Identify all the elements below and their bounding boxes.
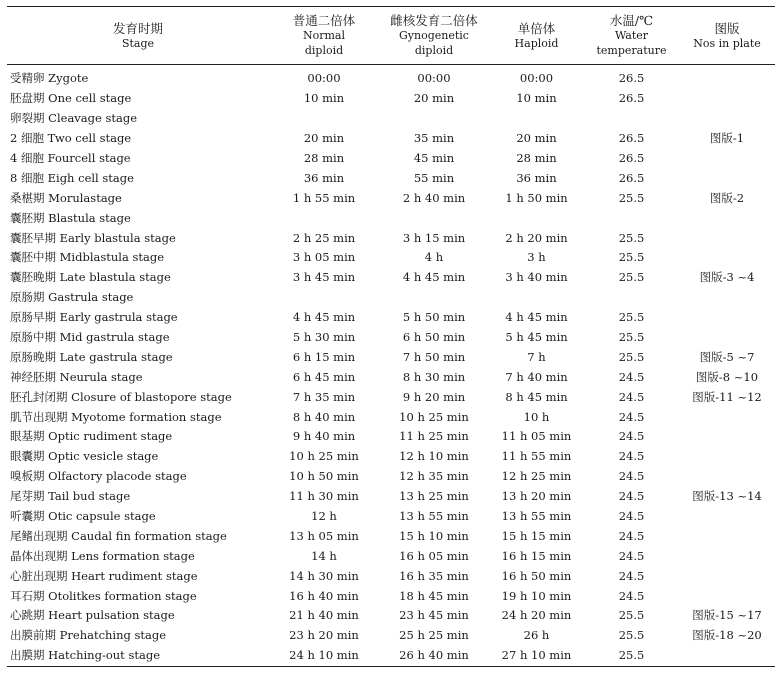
cell-gynogenetic: 8 h 30 min	[402, 369, 466, 384]
cell-normal: 12 h	[311, 509, 337, 524]
cell-normal: 1 h 55 min	[292, 190, 356, 205]
cell-haploid: 7 h 40 min	[505, 369, 568, 384]
cell-normal	[269, 208, 379, 228]
cell-temperature	[584, 208, 679, 228]
cell-stage: 晶体出现期 Lens formation stage	[10, 548, 195, 563]
cell-stage: 4 细胞 Fourcell stage	[10, 151, 131, 165]
header-normal	[269, 7, 379, 65]
cell-normal: 00:00	[307, 71, 341, 86]
cell-haploid: 20 min	[516, 131, 557, 146]
header-normal-zh: 普通二倍体	[292, 13, 356, 28]
cell-plate	[679, 65, 775, 89]
cell-normal: 21 h 40 min	[289, 608, 359, 623]
cell-temperature: 26.5	[618, 91, 645, 106]
cell-plate	[679, 407, 775, 427]
cell-haploid: 3 h	[527, 250, 546, 265]
table-row	[7, 308, 775, 328]
cell-temperature	[584, 109, 679, 129]
cell-stage: 原肠中期 Mid gastrula stage	[10, 330, 170, 345]
table-row	[7, 387, 775, 407]
cell-plate: 图版-11 ~12	[692, 389, 762, 404]
table-row	[7, 407, 775, 427]
cell-stage: 神经胚期 Neurula stage	[10, 369, 143, 384]
cell-stage: 耳石期 Otolitkes formation stage	[10, 588, 197, 603]
cell-stage: 囊胚晚期 Late blastula stage	[10, 270, 171, 285]
cell-gynogenetic: 00:00	[417, 71, 451, 86]
cell-normal	[269, 288, 379, 308]
header-normal-en2: diploid	[304, 44, 344, 57]
cell-temperature: 24.5	[618, 409, 645, 424]
cell-haploid: 3 h 40 min	[505, 270, 568, 285]
cell-haploid: 36 min	[516, 170, 557, 185]
cell-normal: 10 min	[303, 91, 345, 106]
cell-temperature: 25.5	[618, 648, 645, 663]
cell-haploid: 27 h 10 min	[501, 648, 572, 663]
cell-haploid: 10 h	[523, 409, 550, 424]
table-row	[7, 89, 775, 109]
cell-haploid: 24 h 20 min	[501, 608, 572, 623]
header-gyno-en1: Gynogenetic	[399, 29, 469, 42]
cell-gynogenetic	[379, 109, 489, 129]
cell-normal: 3 h 05 min	[292, 250, 356, 265]
cell-stage: 2 细胞 Two cell stage	[10, 131, 132, 146]
cell-normal: 5 h 30 min	[292, 330, 356, 345]
table-row	[7, 208, 775, 228]
cell-gynogenetic: 26 h 40 min	[399, 648, 469, 663]
cell-temperature: 25.5	[618, 190, 645, 205]
table-row	[7, 646, 775, 666]
cell-stage: 原肠晚期 Late gastrula stage	[10, 349, 173, 364]
cell-normal: 10 h 50 min	[289, 469, 359, 484]
cell-normal: 13 h 05 min	[289, 528, 359, 543]
cell-plate	[679, 546, 775, 566]
header-stage	[7, 7, 269, 65]
table-row	[7, 626, 775, 646]
table-row	[7, 288, 775, 308]
cell-stage: 原肠期 Gastrula stage	[10, 290, 134, 305]
cell-haploid: 4 h 45 min	[505, 310, 568, 325]
cell-normal: 3 h 45 min	[292, 270, 356, 285]
cell-plate	[679, 447, 775, 467]
cell-temperature: 24.5	[618, 489, 645, 504]
cell-haploid: 16 h 15 min	[501, 548, 572, 563]
cell-gynogenetic	[379, 208, 489, 228]
cell-stage: 囊胚早期 Early blastula stage	[10, 230, 176, 245]
cell-temperature: 24.5	[618, 509, 645, 524]
cell-haploid: 5 h 45 min	[505, 330, 568, 345]
cell-temperature: 25.5	[618, 349, 645, 364]
cell-temperature: 24.5	[618, 548, 645, 563]
header-gyno-en2: diploid	[414, 44, 454, 57]
cell-stage: 嗅板期 Olfactory placode stage	[10, 469, 187, 484]
cell-temperature: 24.5	[618, 568, 645, 583]
cell-temperature: 24.5	[618, 429, 645, 444]
table-row	[7, 566, 775, 586]
cell-temperature: 26.5	[618, 170, 645, 185]
cell-stage: 囊胚期 Blastula stage	[10, 210, 131, 225]
cell-haploid	[489, 109, 584, 129]
cell-stage: 尾鳍出现期 Caudal fin formation stage	[10, 528, 227, 543]
cell-haploid: 11 h 05 min	[501, 429, 572, 444]
cell-haploid: 2 h 20 min	[505, 230, 568, 245]
cell-gynogenetic: 10 h 25 min	[399, 409, 469, 424]
cell-temperature: 24.5	[618, 588, 645, 603]
cell-normal: 2 h 25 min	[292, 230, 356, 245]
cell-temperature: 24.5	[618, 528, 645, 543]
cell-gynogenetic: 9 h 20 min	[402, 389, 466, 404]
cell-gynogenetic: 25 h 25 min	[399, 628, 469, 643]
cell-temperature: 25.5	[618, 250, 645, 265]
cell-stage: 眼基期 Optic rudiment stage	[10, 429, 173, 444]
cell-temperature: 25.5	[618, 330, 645, 345]
cell-plate	[679, 308, 775, 328]
cell-gynogenetic: 12 h 10 min	[399, 449, 469, 464]
cell-gynogenetic: 16 h 35 min	[399, 568, 469, 583]
cell-haploid: 19 h 10 min	[501, 588, 572, 603]
cell-stage: 胚孔封闭期 Closure of blastopore stage	[10, 389, 232, 404]
cell-stage: 卵裂期 Cleavage stage	[10, 111, 138, 126]
table-row	[7, 228, 775, 248]
cell-plate	[679, 526, 775, 546]
cell-gynogenetic: 55 min	[413, 170, 455, 185]
cell-haploid: 13 h 20 min	[501, 489, 572, 504]
header-stage-en: Stage	[121, 36, 155, 50]
cell-normal: 11 h 30 min	[289, 489, 359, 504]
cell-gynogenetic: 3 h 15 min	[402, 230, 466, 245]
cell-haploid: 11 h 55 min	[501, 449, 572, 464]
cell-normal: 36 min	[303, 170, 345, 185]
development-stage-table	[7, 6, 775, 667]
cell-normal: 16 h 40 min	[289, 588, 359, 603]
cell-gynogenetic: 20 min	[413, 91, 455, 106]
table-row	[7, 65, 775, 89]
cell-plate	[679, 586, 775, 606]
cell-gynogenetic: 13 h 25 min	[399, 489, 469, 504]
cell-plate	[679, 467, 775, 487]
cell-gynogenetic: 4 h 45 min	[402, 270, 466, 285]
cell-stage: 原肠早期 Early gastrula stage	[10, 310, 178, 325]
cell-temperature: 24.5	[618, 369, 645, 384]
table-row	[7, 526, 775, 546]
cell-plate	[679, 89, 775, 109]
header-temp-zh: 水温/℃	[609, 13, 654, 28]
cell-gynogenetic: 35 min	[413, 131, 455, 146]
cell-temperature: 25.5	[618, 628, 645, 643]
table-row	[7, 248, 775, 268]
cell-normal: 8 h 40 min	[292, 409, 356, 424]
cell-gynogenetic: 7 h 50 min	[402, 349, 466, 364]
table-body	[7, 65, 775, 667]
header-gyno-zh: 雌核发育二倍体	[390, 13, 478, 28]
cell-gynogenetic: 16 h 05 min	[399, 548, 469, 563]
cell-plate	[679, 427, 775, 447]
cell-haploid: 1 h 50 min	[505, 190, 568, 205]
cell-haploid: 7 h	[527, 349, 546, 364]
header-haploid	[489, 7, 584, 65]
cell-gynogenetic: 4 h	[424, 250, 444, 265]
table-row	[7, 447, 775, 467]
cell-temperature: 26.5	[618, 151, 645, 165]
table-row	[7, 427, 775, 447]
cell-haploid: 10 min	[516, 91, 557, 106]
cell-plate: 图版-2	[709, 190, 745, 205]
header-plate-en: Nos in plate	[693, 36, 761, 50]
cell-normal: 10 h 25 min	[289, 449, 359, 464]
cell-normal: 14 h	[311, 548, 337, 563]
cell-haploid: 13 h 55 min	[501, 509, 572, 524]
table-row	[7, 367, 775, 387]
table-header	[7, 7, 775, 65]
header-haploid-zh: 单倍体	[517, 20, 556, 36]
table-row	[7, 129, 775, 149]
cell-plate	[679, 507, 775, 527]
cell-plate: 图版-15 ~17	[692, 608, 762, 623]
cell-stage: 桑椹期 Morulastage	[10, 190, 122, 205]
cell-gynogenetic: 12 h 35 min	[399, 469, 469, 484]
cell-temperature: 25.5	[618, 608, 645, 623]
cell-gynogenetic: 23 h 45 min	[399, 608, 469, 623]
cell-stage: 肌节出现期 Myotome formation stage	[10, 409, 222, 424]
header-gynogenetic	[379, 7, 489, 65]
cell-gynogenetic: 18 h 45 min	[399, 588, 469, 603]
cell-plate: 图版-3 ~4	[699, 270, 755, 285]
cell-temperature: 24.5	[618, 449, 645, 464]
cell-haploid	[489, 288, 584, 308]
cell-plate	[679, 228, 775, 248]
cell-haploid: 15 h 15 min	[501, 528, 572, 543]
table-row	[7, 546, 775, 566]
cell-haploid: 26 h	[523, 628, 550, 643]
table-row	[7, 188, 775, 208]
cell-stage: 出膜前期 Prehatching stage	[10, 628, 167, 643]
cell-plate	[679, 208, 775, 228]
cell-temperature: 25.5	[618, 310, 645, 325]
cell-plate: 图版-5 ~7	[699, 349, 755, 364]
cell-haploid	[489, 208, 584, 228]
cell-normal: 14 h 30 min	[289, 568, 359, 583]
cell-stage: 心跳期 Heart pulsation stage	[10, 608, 175, 623]
cell-temperature: 26.5	[618, 131, 645, 146]
cell-stage: 8 细胞 Eigh cell stage	[10, 170, 134, 185]
table-row	[7, 149, 775, 169]
cell-plate: 图版-1	[709, 131, 745, 146]
cell-stage: 胚盘期 One cell stage	[10, 91, 132, 106]
cell-gynogenetic: 15 h 10 min	[399, 528, 469, 543]
cell-normal: 23 h 20 min	[289, 628, 359, 643]
table-row	[7, 586, 775, 606]
cell-plate	[679, 109, 775, 129]
cell-normal: 4 h 45 min	[292, 310, 356, 325]
cell-gynogenetic: 13 h 55 min	[399, 509, 469, 524]
cell-plate	[679, 248, 775, 268]
cell-gynogenetic: 5 h 50 min	[402, 310, 466, 325]
cell-temperature: 26.5	[618, 71, 645, 86]
table-row	[7, 467, 775, 487]
table-row	[7, 606, 775, 626]
table-row	[7, 168, 775, 188]
cell-plate: 图版-8 ~10	[695, 369, 759, 384]
cell-normal: 7 h 35 min	[292, 389, 356, 404]
cell-temperature: 25.5	[618, 270, 645, 285]
table-row	[7, 109, 775, 129]
cell-stage: 出膜期 Hatching-out stage	[10, 648, 160, 663]
cell-normal	[269, 109, 379, 129]
table-row	[7, 328, 775, 348]
cell-gynogenetic: 6 h 50 min	[402, 330, 466, 345]
cell-plate	[679, 149, 775, 169]
cell-temperature: 25.5	[618, 230, 645, 245]
cell-stage: 眼囊期 Optic vesicle stage	[10, 449, 159, 464]
table-row	[7, 507, 775, 527]
cell-stage: 受精卵 Zygote	[10, 71, 89, 86]
cell-stage: 心脏出现期 Heart rudiment stage	[10, 568, 198, 583]
cell-normal: 9 h 40 min	[292, 429, 356, 444]
table-row	[7, 487, 775, 507]
cell-haploid: 28 min	[516, 151, 557, 165]
cell-plate: 图版-18 ~20	[692, 628, 762, 643]
cell-haploid: 16 h 50 min	[501, 568, 572, 583]
table-row	[7, 347, 775, 367]
cell-normal: 6 h 15 min	[292, 349, 356, 364]
cell-plate	[679, 566, 775, 586]
cell-gynogenetic	[379, 288, 489, 308]
cell-normal: 24 h 10 min	[289, 648, 359, 663]
header-temp-en2: temperature	[596, 44, 667, 57]
cell-haploid: 00:00	[519, 71, 554, 86]
cell-temperature: 24.5	[618, 469, 645, 484]
cell-normal: 28 min	[303, 151, 345, 165]
header-plate-zh: 图版	[714, 20, 740, 36]
cell-temperature	[584, 288, 679, 308]
cell-plate	[679, 288, 775, 308]
cell-gynogenetic: 11 h 25 min	[399, 429, 469, 444]
cell-plate	[679, 646, 775, 666]
cell-stage: 囊胚中期 Midblastula stage	[10, 250, 165, 265]
cell-plate	[679, 328, 775, 348]
header-temp-en1: Water	[614, 29, 649, 42]
cell-stage: 尾芽期 Tail bud stage	[10, 489, 131, 504]
header-stage-zh: 发育时期	[112, 20, 163, 36]
header-temperature	[584, 7, 679, 65]
cell-plate: 图版-13 ~14	[692, 489, 762, 504]
cell-plate	[679, 168, 775, 188]
cell-haploid: 12 h 25 min	[501, 469, 572, 484]
cell-stage: 听囊期 Otic capsule stage	[10, 509, 156, 524]
header-plate	[679, 7, 775, 65]
cell-haploid: 8 h 45 min	[505, 389, 568, 404]
cell-gynogenetic: 2 h 40 min	[402, 190, 466, 205]
header-normal-en1: Normal	[302, 29, 345, 42]
cell-gynogenetic: 45 min	[413, 151, 455, 165]
cell-normal: 6 h 45 min	[292, 369, 356, 384]
header-haploid-en: Haploid	[514, 36, 559, 50]
cell-temperature: 24.5	[618, 389, 645, 404]
table-row	[7, 268, 775, 288]
header-row	[7, 7, 775, 65]
cell-normal: 20 min	[303, 131, 345, 146]
